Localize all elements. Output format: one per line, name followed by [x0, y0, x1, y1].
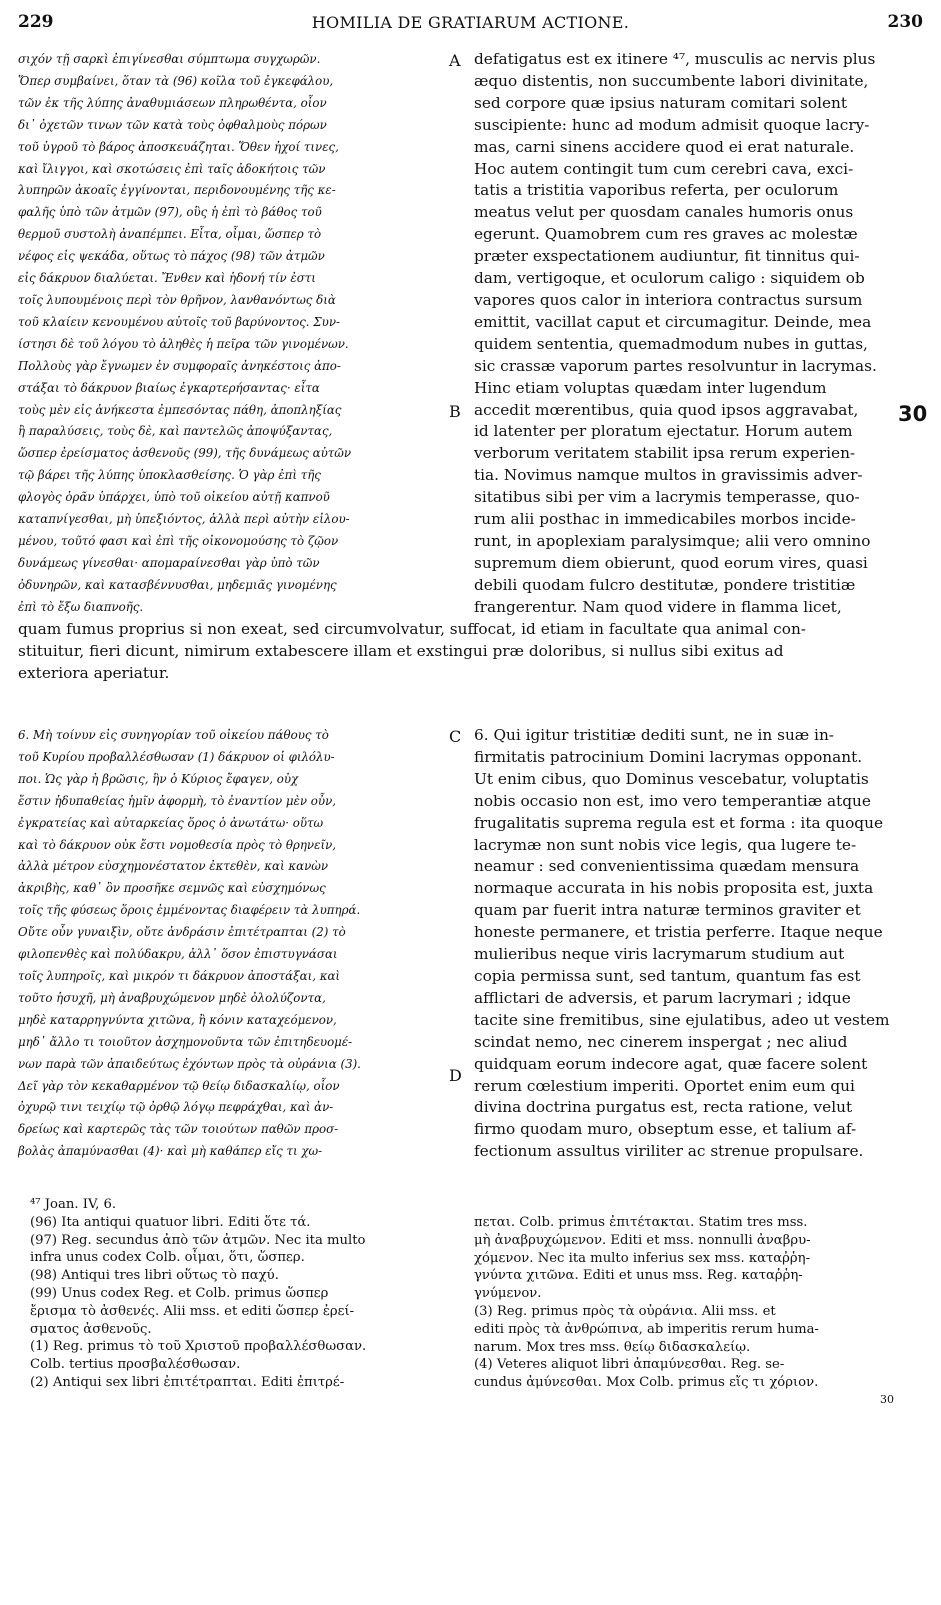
footnote-line: (1) Reg. primus τὸ τοῦ Χριστοῦ προβαλλέσθωσαν. [30, 1339, 367, 1355]
latin-text-line: normaque accurata in his nobis proposita est, juxta [474, 879, 874, 898]
signature-mark: 30 [880, 1393, 894, 1406]
greek-text-line: ἀλλὰ μέτρον εὐσχημονέστατον ἐκτεθὲν, καὶ κανὼν [18, 859, 329, 874]
greek-text-line: ίστησι δὲ τοῦ λόγου τὸ ἀληθὲς ἡ πεῖρα τῶν γινομένων. [18, 336, 349, 351]
greek-text-line: ἀκριβὴς, καθ᾽ ὃν προσῆκε σεμνῶς καὶ εὐσχημόνως [18, 881, 326, 896]
greek-text-line: βολὰς ἀπαμύνασθαι (4)· καὶ μὴ καθάπερ εἴς τι χω- [18, 1144, 323, 1159]
latin-text-line: divina doctrina purgatus est, recta ratione, velut [474, 1098, 853, 1117]
greek-text-line: δι᾽ ὀχετῶν τινων τῶν κατὰ τοὺς ὀφθαλμοὺς πόρων [18, 117, 327, 132]
latin-text-line: stituitur, fieri dicunt, nimirum extabescere illam et exstingui præ doloribus, si nullus sibi exitus ad [18, 641, 784, 660]
greek-text-line: εἰς δάκρυον διαλύεται. Ἔνθεν καὶ ἡδονή τίν ἐστι [18, 271, 316, 286]
greek-text-line: τοῦ Κυρίου προβαλλέσθωσαν (1) δάκρυον οἱ φιλόλυ- [18, 749, 335, 764]
footnote-line: narum. Mox tres mss. θείῳ διδασκαλείῳ. [474, 1339, 751, 1355]
latin-text-line: mas, carni sinens accidere quod ei erat naturale. [474, 137, 855, 156]
greek-text-line: τοῦ κλαίειν κενουμένου αὐτοῖς τοῦ βαρύνοντος. Συν- [18, 314, 340, 329]
latin-column-bottom [474, 725, 926, 1163]
footnote-line: ⁴⁷ Joan. IV, 6. [30, 1197, 117, 1212]
greek-text-line: Ὅπερ συμβαίνει, ὅταν τὰ (96) κοῖλα τοῦ ἐγκεφάλου, [18, 73, 334, 88]
latin-text-line: copia permissa sunt, sed tantum, quantum fas est [474, 966, 861, 985]
greek-text-line: σιχόν τῇ σαρκὶ ἐπιγίνεσθαι σύμπτωμα συγχωρῶν. [18, 52, 321, 66]
latin-text-line: fectionum assultus viriliter ac strenue propulsare. [474, 1142, 864, 1161]
latin-text-line: quam par fuerit intra naturæ terminos graviter et [474, 901, 861, 920]
margin-letter-a: A [449, 51, 461, 70]
greek-text-line: μηδ᾽ ἄλλο τι τοιοῦτον ἀσχημονοῦντα τῶν ἐπιτηδευομέ- [18, 1034, 353, 1049]
footnote-line: γνύμενον. [474, 1286, 542, 1302]
greek-text-line: δρείως καὶ καρτερῶς τὰς τῶν τοιούτων παθῶν προσ- [18, 1122, 339, 1137]
page-header [18, 12, 923, 38]
footnote-line: πεται. Colb. primus ἐπιτέτακται. Statim tres mss. [474, 1215, 808, 1230]
margin-letter-c: C [449, 727, 462, 746]
latin-text-line: lacrymæ non sunt nobis vice legis, qua lugere te- [474, 835, 857, 854]
greek-text-line: ἔστιν ἡδυπαθείας ἡμῖν ἀφορμὴ, τὸ ἐναντίον μὲν οὖν, [18, 793, 336, 808]
latin-text-line: supremum diem obierunt, quod eorum vires, quasi [474, 553, 868, 572]
footnote-line: Colb. tertius προσβαλέσθωσαν. [30, 1357, 241, 1373]
greek-text-line: φιλοπενθὲς καὶ πολύδακρυ, ἀλλ᾽ ὅσον ἐπιστυγνάσαι [18, 947, 338, 962]
footnote-line: infra unus codex Colb. οἶμαι, ὅτι, ὥσπερ. [30, 1250, 305, 1266]
greek-text-line: φλογὸς ὁρᾶν ὑπάρχει, ὑπὸ τοῦ οἰκείου αὐτῇ καπνοῦ [18, 490, 330, 505]
greek-text-line: δυνάμεως γίνεσθαι· απομαραίνεσθαι γὰρ ὑπὸ τῶν [18, 555, 320, 570]
footnote-line: (98) Antiqui tres libri οὕτως τὸ παχύ. [30, 1268, 279, 1284]
margin-letter-b: B [449, 402, 461, 421]
greek-text-line: στάξαι τὸ δάκρυον βιαίως ἐγκαρτερήσαντας· εἶτα [18, 380, 320, 395]
latin-full-width [18, 619, 928, 685]
footnote-line: χόμενον. Nec ita multo inferius sex mss. καταῤῥη- [474, 1250, 811, 1266]
greek-column-top [18, 49, 446, 619]
greek-text-line: τῷ βάρει τῆς λύπης ὑποκλασθείσης. Ὁ γὰρ ἐπὶ τῆς [18, 468, 321, 483]
greek-text-line: ἐπὶ τὸ ἔξω διαπνοῆς. [18, 599, 144, 614]
footnote-line: (3) Reg. primus πρὸς τὰ οὐράνια. Alii mss. et [474, 1303, 776, 1319]
latin-text-line: emittit, vacillat caput et circumagitur. Deinde, mea [474, 312, 872, 331]
greek-text-line: νων παρὰ τῶν ἀπαιδεύτως ἐχόντων πρὸς τὰ οὐράνια (3). [18, 1056, 361, 1071]
latin-text-line: rum alii posthac in immedicabiles morbos incide- [474, 510, 856, 529]
greek-text-line: μηδὲ καταρρηγνύντα χιτῶνα, ἢ κόνιν καταχεόμενον, [18, 1012, 337, 1027]
greek-text-line: 6. Μὴ τοίνυν εἰς συνηγορίαν τοῦ οἰκείου πάθους τὸ [18, 728, 329, 742]
latin-text-line: quidem sententia, quemadmodum nubes in guttas, [474, 334, 868, 353]
greek-text-line: τοῖς λυπουμένοις περὶ τὸν θρῆνον, λανθανόντως διὰ [18, 292, 336, 307]
latin-text-line: debili quodam fulcro destitutæ, pondere tristitiæ [474, 575, 856, 594]
greek-text-line: ἐγκρατείας καὶ αὐταρκείας ὅρος ὁ ἀνωτάτω· οὕτω [18, 815, 324, 830]
latin-text-line: Ut enim cibus, quo Dominus vescebatur, voluptatis [474, 769, 869, 788]
latin-column-top [474, 49, 926, 619]
latin-text-line: exteriora aperiatur. [18, 663, 170, 682]
greek-text-line: καταπνίγεσθαι, μὴ ὑπεξιόντος, ἀλλὰ περὶ αὐτὴν εἰλου- [18, 512, 350, 527]
greek-text-line: ποι. Ὡς γὰρ ἡ βρῶσις, ἣν ὁ Κύριος ἔφαγεν, οὐχ [18, 771, 299, 786]
latin-text-line: 6. Qui igitur tristitiæ dediti sunt, ne in suæ in- [474, 726, 834, 744]
latin-text-line: quidquam eorum indecore agat, quæ facere solent [474, 1054, 868, 1073]
latin-text-line: frangerentur. Nam quod videre in flamma licet, [474, 597, 842, 616]
latin-text-line: sic crassæ vaporum partes resolvuntur in lacrymas. [474, 356, 877, 375]
greek-text-line: τοῦτο ἡσυχῆ, μὴ ἀναβρυχώμενον μηδὲ ὀλολύζοντα, [18, 990, 326, 1005]
latin-text-line: id latenter per ploratum ejectatur. Horum autem [474, 422, 853, 441]
latin-text-line: sitatibus sibi per vim a lacrymis temperasse, quo- [474, 488, 860, 507]
footnote-line: (97) Reg. secundus ἀπὸ τῶν ἀτμῶν. Nec ita multo [30, 1232, 366, 1248]
greek-column-bottom [18, 725, 446, 1163]
margin-letter-d: D [449, 1066, 462, 1085]
latin-text-line: accedit mœrentibus, quia quod ipsos aggravabat, [474, 400, 859, 419]
latin-text-line: nobis occasio non est, imo vero temperantiæ atque [474, 791, 871, 810]
footnote-line: cundus ἀμύνεσθαι. Mox Colb. primus εἴς τι χόριον. [474, 1375, 819, 1391]
greek-text-line: καὶ ἴλιγγοι, καὶ σκοτώσεις ἐπὶ ταῖς ἀδοκήτοις τῶν [18, 161, 326, 176]
greek-text-line: μένου, τοῦτό φασι καὶ ἐπὶ τῆς οἰκονομούσης τὸ ζῷον [18, 533, 339, 548]
greek-text-line: ὥσπερ ἐρείσματος ἀσθενοῦς (99), τῆς δυνάμεως αὐτῶν [18, 446, 352, 461]
footnote-line: σματος ἀσθενοῦς. [30, 1321, 152, 1337]
greek-text-line: ὀχυρῷ τινι τειχίῳ τῷ ὀρθῷ λόγῳ πεφράχθαι, καὶ ἀν- [18, 1100, 334, 1115]
greek-text-line: Οὔτε οὖν γυναιξὶν, οὔτε ἀνδράσιν ἐπιτέτραπται (2) τὸ [18, 925, 346, 940]
latin-text-line: verborum veritatem stabilit ipsa rerum experien- [474, 444, 856, 463]
latin-text-line: honeste permanere, et tristia perferre. Itaque neque [474, 923, 883, 942]
latin-text-line: rerum cœlestium imperiti. Oportet enim eum qui [474, 1076, 855, 1095]
footnote-line: μὴ ἀναβρυχώμενον. Editi et mss. nonnulli ἀναβρυ- [474, 1232, 811, 1248]
greek-text-line: Δεῖ γὰρ τὸν κεκαθαρμένον τῷ θείῳ διδασκαλίῳ, οἷον [18, 1078, 340, 1093]
latin-text-line: tacite sine fremitibus, sine ejulatibus, adeo ut vestem [474, 1010, 890, 1029]
footnotes-left [30, 1196, 450, 1392]
greek-text-line: ὀδυνηρῶν, καὶ κατασβέννυσθαι, μηδεμιᾶς γινομένης [18, 577, 337, 592]
latin-text-line: suscipiente: hunc ad modum admisit quoque lacry- [474, 115, 870, 134]
latin-text-line: runt, in apoplexiam paralysimque; alii vero omnino [474, 531, 871, 550]
greek-text-line: Πολλοὺς γὰρ ἔγνωμεν ἐν συμφοραῖς ἀνηκέστοις ἀπο- [18, 358, 341, 373]
latin-text-line: scindat nemo, nec cinerem inspergat ; nec aliud [474, 1032, 848, 1051]
greek-text-line: θερμοῦ συστολὴ ἀναπέμπει. Εἶτα, οἶμαι, ὥσπερ τὸ [18, 227, 322, 242]
greek-text-line: τοῖς λυπηροῖς, καὶ μικρόν τι δάκρυον ἀποστάξαι, καὶ [18, 968, 341, 983]
latin-text-line: tia. Novimus namque multos in gravissimis adver- [474, 466, 863, 485]
footnote-line: (4) Veteres aliquot libri ἀπαμύνεσθαι. Reg. se- [474, 1357, 785, 1373]
latin-text-line: tatis a tristitia vaporibus referta, per oculorum [474, 181, 839, 200]
footnote-line: (2) Antiqui sex libri ἐπιτέτραπται. Editi ἐπιτρέ- [30, 1374, 345, 1390]
latin-text-line: Hinc etiam voluptas quædam inter lugendum [474, 378, 827, 397]
latin-text-line: firmitatis patrocinium Domini lacrymas opponant. [474, 747, 863, 766]
footnote-line: editi πρὸς τὰ ἀνθρώπινα, ab imperitis rerum huma- [474, 1321, 819, 1337]
greek-text-line: ἢ παραλύσεις, τοὺς δὲ, καὶ παντελῶς ἀποψύξαντας, [18, 424, 333, 439]
latin-text-line: firmo quodam muro, obseptum esse, et talium af- [474, 1120, 857, 1139]
greek-text-line: τῶν ἐκ τῆς λύπης ἀναθυμιάσεων πληρωθέντα, οἷον [18, 95, 327, 110]
latin-text-line: defatigatus est ex itinere ⁴⁷, musculis ac nervis plus [474, 50, 876, 68]
latin-text-line: Hoc autem contingit tum cum cerebri cava, exci- [474, 159, 854, 178]
greek-text-line: καὶ τὸ δάκρυον οὐκ ἔστι νομοθεσία πρὸς τὸ θρηνεῖν, [18, 837, 336, 852]
greek-text-line: νέφος εἰς ψεκάδα, οὕτως τὸ πάχος (98) τῶν ἀτμῶν [18, 249, 325, 264]
footnote-line: γνύντα χιτῶνα. Editi et unus mss. Reg. καταῤῥη- [474, 1268, 803, 1284]
page-number-left: 229 [18, 12, 54, 32]
greek-text-line: τοὺς μὲν εἰς ἀνήκεστα ἐμπεσόντας πάθη, ἀποπληξίας [18, 402, 342, 417]
greek-text-line: τοῖς τῆς φύσεως ὅροις ἐμμένοντας διαφέρειν τὰ λυπηρά. [18, 903, 361, 918]
greek-text-line: τοῦ ὑγροῦ τὸ βάρος ἀποσκευάζηται. Ὅθεν ἠχοί τινες, [18, 139, 339, 154]
latin-text-line: meatus velut per quosdam canales humoris onus [474, 203, 854, 222]
latin-text-line: mulieribus neque viris lacrymarum studium aut [474, 945, 845, 964]
page-number-right: 230 [887, 12, 923, 32]
latin-text-line: quam fumus proprius si non exeat, sed circumvolvatur, suffocat, id etiam in facultate qua animal con- [18, 620, 806, 638]
latin-text-line: egerunt. Quamobrem cum res graves ac molestæ [474, 225, 858, 244]
latin-text-line: æquo distentis, non succumbente labori divinitate, [474, 71, 869, 90]
latin-text-line: neamur : sed convenientissima quædam mensura [474, 857, 860, 876]
column-number: 30 [898, 402, 928, 426]
latin-text-line: sed corpore quæ ipsius naturam comitari solent [474, 93, 848, 112]
greek-text-line: φαλῆς ὑπὸ τῶν ἀτμῶν (97), οὓς ἡ ἐπὶ τὸ βάθος τοῦ [18, 205, 322, 220]
latin-text-line: afflictari de adversis, et parum lacrymari ; idque [474, 988, 851, 1007]
latin-text-line: vapores quos calor in interiora contractus sursum [474, 290, 863, 309]
footnote-line: ἔρισμα τὸ ἀσθενές. Alii mss. et editi ὥσπερ ἐρεί- [30, 1303, 355, 1319]
running-title: HOMILIA DE GRATIARUM ACTIONE. [311, 13, 630, 32]
latin-text-line: dam, vertigoque, et oculorum caligo : siquidem ob [474, 269, 865, 288]
footnote-line: (99) Unus codex Reg. et Colb. primus ὥσπερ [30, 1285, 329, 1301]
footnotes-right [474, 1214, 926, 1392]
latin-text-line: frugalitatis suprema regula est et forma : ita quoque [474, 813, 884, 832]
greek-text-line: λυπηρῶν ἀκοαῖς ἐγγίνονται, περιδονουμένης τῆς κε- [18, 183, 336, 198]
footnote-line: (96) Ita antiqui quatuor libri. Editi ὅτε τά. [30, 1214, 311, 1230]
latin-text-line: præter exspectationem audiuntur, fit tinnitus qui- [474, 247, 860, 266]
